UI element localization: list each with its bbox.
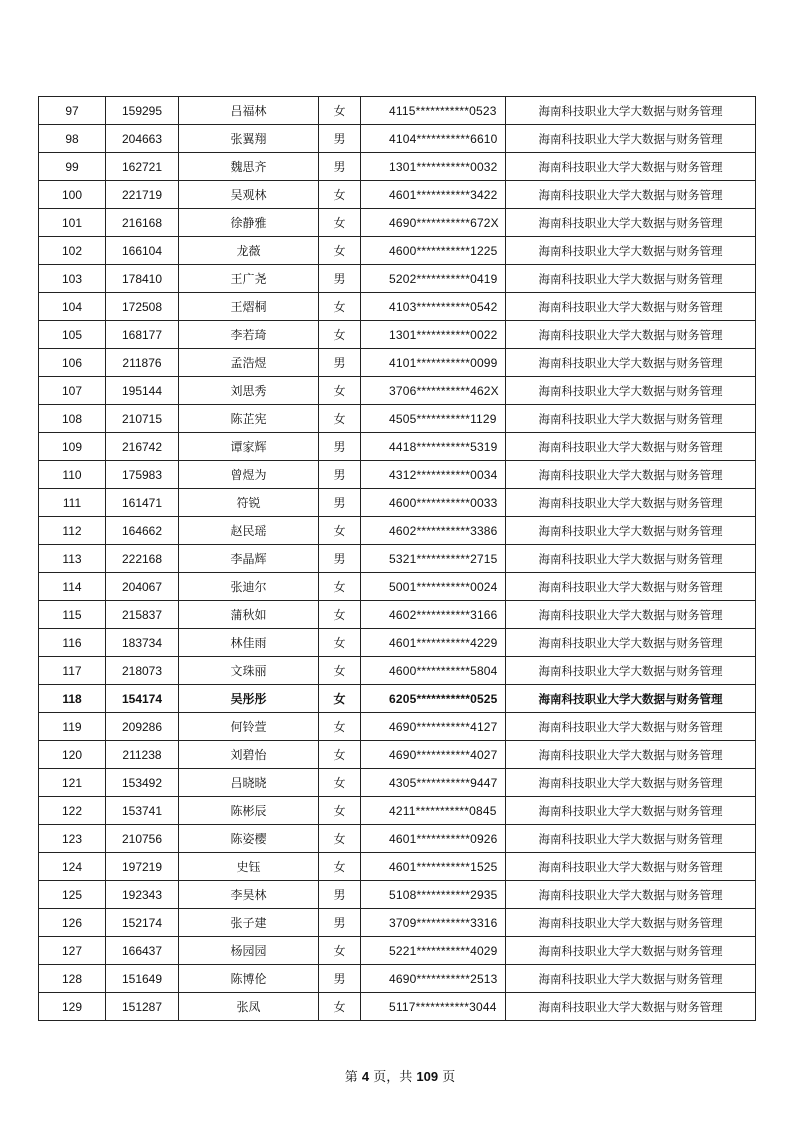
student-name-cell: 张子建 xyxy=(179,909,319,937)
table-row xyxy=(39,517,756,545)
student-name-cell: 陈博伦 xyxy=(179,965,319,993)
row-number-cell: 126 xyxy=(39,909,106,937)
row-number-cell: 108 xyxy=(39,405,106,433)
footer-page-number: 4 xyxy=(361,1069,370,1084)
id-card-cell: 4600***********1225 xyxy=(361,237,506,265)
row-number-cell: 127 xyxy=(39,937,106,965)
gender-cell: 男 xyxy=(319,965,361,993)
table-row xyxy=(39,433,756,461)
table-row xyxy=(39,321,756,349)
candidate-id-cell: 215837 xyxy=(106,601,179,629)
id-card-cell: 4601***********0926 xyxy=(361,825,506,853)
gender-cell: 女 xyxy=(319,741,361,769)
candidate-id-cell: 166437 xyxy=(106,937,179,965)
student-name-cell: 陈彬辰 xyxy=(179,797,319,825)
candidate-id-cell: 154174 xyxy=(106,685,179,713)
gender-cell: 女 xyxy=(319,573,361,601)
program-cell: 海南科技职业大学大数据与财务管理 xyxy=(506,797,756,825)
id-card-cell: 4505***********1129 xyxy=(361,405,506,433)
program-cell: 海南科技职业大学大数据与财务管理 xyxy=(506,377,756,405)
program-cell: 海南科技职业大学大数据与财务管理 xyxy=(506,461,756,489)
table-row xyxy=(39,853,756,881)
row-number-cell: 103 xyxy=(39,265,106,293)
gender-cell: 男 xyxy=(319,349,361,377)
student-list-table-container xyxy=(38,96,755,1021)
table-row xyxy=(39,881,756,909)
candidate-id-cell: 164662 xyxy=(106,517,179,545)
candidate-id-cell: 161471 xyxy=(106,489,179,517)
student-name-cell: 文珠丽 xyxy=(179,657,319,685)
gender-cell: 女 xyxy=(319,797,361,825)
candidate-id-cell: 211238 xyxy=(106,741,179,769)
table-row xyxy=(39,825,756,853)
gender-cell: 女 xyxy=(319,657,361,685)
candidate-id-cell: 222168 xyxy=(106,545,179,573)
table-row xyxy=(39,181,756,209)
table-row xyxy=(39,209,756,237)
student-name-cell: 龙薇 xyxy=(179,237,319,265)
gender-cell: 男 xyxy=(319,489,361,517)
row-number-cell: 117 xyxy=(39,657,106,685)
id-card-cell: 4601***********1525 xyxy=(361,853,506,881)
table-row xyxy=(39,377,756,405)
student-name-cell: 吕福林 xyxy=(179,97,319,125)
row-number-cell: 116 xyxy=(39,629,106,657)
id-card-cell: 4211***********0845 xyxy=(361,797,506,825)
id-card-cell: 4601***********3422 xyxy=(361,181,506,209)
program-cell: 海南科技职业大学大数据与财务管理 xyxy=(506,573,756,601)
candidate-id-cell: 216168 xyxy=(106,209,179,237)
row-number-cell: 107 xyxy=(39,377,106,405)
id-card-cell: 4600***********5804 xyxy=(361,657,506,685)
gender-cell: 女 xyxy=(319,209,361,237)
id-card-cell: 6205***********0525 xyxy=(361,685,506,713)
row-number-cell: 129 xyxy=(39,993,106,1021)
candidate-id-cell: 153492 xyxy=(106,769,179,797)
program-cell: 海南科技职业大学大数据与财务管理 xyxy=(506,741,756,769)
student-name-cell: 徐静雅 xyxy=(179,209,319,237)
program-cell: 海南科技职业大学大数据与财务管理 xyxy=(506,685,756,713)
program-cell: 海南科技职业大学大数据与财务管理 xyxy=(506,321,756,349)
program-cell: 海南科技职业大学大数据与财务管理 xyxy=(506,909,756,937)
candidate-id-cell: 168177 xyxy=(106,321,179,349)
table-row xyxy=(39,489,756,517)
row-number-cell: 118 xyxy=(39,685,106,713)
row-number-cell: 115 xyxy=(39,601,106,629)
program-cell: 海南科技职业大学大数据与财务管理 xyxy=(506,629,756,657)
row-number-cell: 123 xyxy=(39,825,106,853)
program-cell: 海南科技职业大学大数据与财务管理 xyxy=(506,125,756,153)
gender-cell: 女 xyxy=(319,321,361,349)
candidate-id-cell: 210756 xyxy=(106,825,179,853)
gender-cell: 女 xyxy=(319,293,361,321)
footer-total-pages: 109 xyxy=(416,1069,439,1084)
id-card-cell: 4690***********672X xyxy=(361,209,506,237)
footer-prefix: 第 xyxy=(344,1070,358,1085)
table-row xyxy=(39,965,756,993)
gender-cell: 男 xyxy=(319,265,361,293)
student-name-cell: 李若琦 xyxy=(179,321,319,349)
table-row xyxy=(39,405,756,433)
candidate-id-cell: 197219 xyxy=(106,853,179,881)
program-cell: 海南科技职业大学大数据与财务管理 xyxy=(506,545,756,573)
program-cell: 海南科技职业大学大数据与财务管理 xyxy=(506,433,756,461)
id-card-cell: 4305***********9447 xyxy=(361,769,506,797)
row-number-cell: 124 xyxy=(39,853,106,881)
id-card-cell: 4690***********4027 xyxy=(361,741,506,769)
student-name-cell: 魏思齐 xyxy=(179,153,319,181)
table-row xyxy=(39,265,756,293)
gender-cell: 女 xyxy=(319,517,361,545)
candidate-id-cell: 162721 xyxy=(106,153,179,181)
id-card-cell: 4690***********2513 xyxy=(361,965,506,993)
candidate-id-cell: 152174 xyxy=(106,909,179,937)
candidate-id-cell: 151649 xyxy=(106,965,179,993)
program-cell: 海南科技职业大学大数据与财务管理 xyxy=(506,825,756,853)
student-name-cell: 杨园园 xyxy=(179,937,319,965)
row-number-cell: 105 xyxy=(39,321,106,349)
gender-cell: 女 xyxy=(319,993,361,1021)
gender-cell: 男 xyxy=(319,153,361,181)
gender-cell: 女 xyxy=(319,629,361,657)
student-name-cell: 吕晓晓 xyxy=(179,769,319,797)
student-name-cell: 李晶辉 xyxy=(179,545,319,573)
id-card-cell: 1301***********0032 xyxy=(361,153,506,181)
table-row xyxy=(39,797,756,825)
program-cell: 海南科技职业大学大数据与财务管理 xyxy=(506,153,756,181)
row-number-cell: 106 xyxy=(39,349,106,377)
id-card-cell: 5202***********0419 xyxy=(361,265,506,293)
id-card-cell: 4418***********5319 xyxy=(361,433,506,461)
id-card-cell: 3706***********462X xyxy=(361,377,506,405)
program-cell: 海南科技职业大学大数据与财务管理 xyxy=(506,209,756,237)
row-number-cell: 125 xyxy=(39,881,106,909)
gender-cell: 女 xyxy=(319,685,361,713)
id-card-cell: 5117***********3044 xyxy=(361,993,506,1021)
row-number-cell: 99 xyxy=(39,153,106,181)
student-name-cell: 何铃萱 xyxy=(179,713,319,741)
row-number-cell: 97 xyxy=(39,97,106,125)
candidate-id-cell: 195144 xyxy=(106,377,179,405)
candidate-id-cell: 192343 xyxy=(106,881,179,909)
candidate-id-cell: 166104 xyxy=(106,237,179,265)
footer-middle: 页，共 xyxy=(373,1070,413,1085)
row-number-cell: 114 xyxy=(39,573,106,601)
gender-cell: 女 xyxy=(319,97,361,125)
gender-cell: 女 xyxy=(319,377,361,405)
candidate-id-cell: 209286 xyxy=(106,713,179,741)
row-number-cell: 100 xyxy=(39,181,106,209)
student-name-cell: 王广尧 xyxy=(179,265,319,293)
program-cell: 海南科技职业大学大数据与财务管理 xyxy=(506,965,756,993)
table-row xyxy=(39,769,756,797)
candidate-id-cell: 159295 xyxy=(106,97,179,125)
page-footer xyxy=(0,1066,800,1085)
program-cell: 海南科技职业大学大数据与财务管理 xyxy=(506,349,756,377)
table-row xyxy=(39,657,756,685)
program-cell: 海南科技职业大学大数据与财务管理 xyxy=(506,993,756,1021)
id-card-cell: 4312***********0034 xyxy=(361,461,506,489)
id-card-cell: 4600***********0033 xyxy=(361,489,506,517)
table-row xyxy=(39,685,756,713)
id-card-cell: 4690***********4127 xyxy=(361,713,506,741)
program-cell: 海南科技职业大学大数据与财务管理 xyxy=(506,293,756,321)
gender-cell: 女 xyxy=(319,853,361,881)
gender-cell: 男 xyxy=(319,909,361,937)
table-row xyxy=(39,237,756,265)
row-number-cell: 111 xyxy=(39,489,106,517)
student-name-cell: 陈姿樱 xyxy=(179,825,319,853)
id-card-cell: 4115***********0523 xyxy=(361,97,506,125)
id-card-cell: 5221***********4029 xyxy=(361,937,506,965)
footer-suffix: 页 xyxy=(442,1070,456,1085)
id-card-cell: 1301***********0022 xyxy=(361,321,506,349)
program-cell: 海南科技职业大学大数据与财务管理 xyxy=(506,881,756,909)
student-name-cell: 陈芷宪 xyxy=(179,405,319,433)
candidate-id-cell: 210715 xyxy=(106,405,179,433)
student-name-cell: 林佳雨 xyxy=(179,629,319,657)
student-name-cell: 吴观林 xyxy=(179,181,319,209)
student-list-table xyxy=(38,96,756,1021)
row-number-cell: 104 xyxy=(39,293,106,321)
student-name-cell: 吴彤彤 xyxy=(179,685,319,713)
row-number-cell: 120 xyxy=(39,741,106,769)
row-number-cell: 109 xyxy=(39,433,106,461)
id-card-cell: 4601***********4229 xyxy=(361,629,506,657)
program-cell: 海南科技职业大学大数据与财务管理 xyxy=(506,601,756,629)
id-card-cell: 5001***********0024 xyxy=(361,573,506,601)
table-row xyxy=(39,125,756,153)
student-name-cell: 蒲秋如 xyxy=(179,601,319,629)
id-card-cell: 5321***********2715 xyxy=(361,545,506,573)
candidate-id-cell: 178410 xyxy=(106,265,179,293)
row-number-cell: 110 xyxy=(39,461,106,489)
gender-cell: 男 xyxy=(319,461,361,489)
id-card-cell: 4101***********0099 xyxy=(361,349,506,377)
table-row xyxy=(39,937,756,965)
program-cell: 海南科技职业大学大数据与财务管理 xyxy=(506,489,756,517)
row-number-cell: 119 xyxy=(39,713,106,741)
candidate-id-cell: 183734 xyxy=(106,629,179,657)
gender-cell: 女 xyxy=(319,713,361,741)
table-row xyxy=(39,713,756,741)
id-card-cell: 3709***********3316 xyxy=(361,909,506,937)
table-row xyxy=(39,573,756,601)
row-number-cell: 98 xyxy=(39,125,106,153)
row-number-cell: 128 xyxy=(39,965,106,993)
row-number-cell: 112 xyxy=(39,517,106,545)
program-cell: 海南科技职业大学大数据与财务管理 xyxy=(506,97,756,125)
candidate-id-cell: 153741 xyxy=(106,797,179,825)
table-row xyxy=(39,629,756,657)
table-row xyxy=(39,545,756,573)
program-cell: 海南科技职业大学大数据与财务管理 xyxy=(506,713,756,741)
gender-cell: 男 xyxy=(319,545,361,573)
table-row xyxy=(39,97,756,125)
candidate-id-cell: 216742 xyxy=(106,433,179,461)
gender-cell: 女 xyxy=(319,937,361,965)
gender-cell: 男 xyxy=(319,433,361,461)
program-cell: 海南科技职业大学大数据与财务管理 xyxy=(506,405,756,433)
program-cell: 海南科技职业大学大数据与财务管理 xyxy=(506,265,756,293)
table-body xyxy=(39,97,756,1021)
gender-cell: 女 xyxy=(319,769,361,797)
program-cell: 海南科技职业大学大数据与财务管理 xyxy=(506,181,756,209)
candidate-id-cell: 221719 xyxy=(106,181,179,209)
candidate-id-cell: 218073 xyxy=(106,657,179,685)
student-name-cell: 王熠桐 xyxy=(179,293,319,321)
candidate-id-cell: 204663 xyxy=(106,125,179,153)
gender-cell: 女 xyxy=(319,405,361,433)
table-row xyxy=(39,741,756,769)
gender-cell: 男 xyxy=(319,881,361,909)
student-name-cell: 曾煜为 xyxy=(179,461,319,489)
id-card-cell: 4103***********0542 xyxy=(361,293,506,321)
candidate-id-cell: 175983 xyxy=(106,461,179,489)
gender-cell: 女 xyxy=(319,825,361,853)
row-number-cell: 122 xyxy=(39,797,106,825)
table-row xyxy=(39,461,756,489)
program-cell: 海南科技职业大学大数据与财务管理 xyxy=(506,937,756,965)
row-number-cell: 113 xyxy=(39,545,106,573)
student-name-cell: 史钰 xyxy=(179,853,319,881)
id-card-cell: 4602***********3166 xyxy=(361,601,506,629)
student-name-cell: 刘碧怡 xyxy=(179,741,319,769)
program-cell: 海南科技职业大学大数据与财务管理 xyxy=(506,237,756,265)
program-cell: 海南科技职业大学大数据与财务管理 xyxy=(506,853,756,881)
table-row xyxy=(39,909,756,937)
program-cell: 海南科技职业大学大数据与财务管理 xyxy=(506,657,756,685)
row-number-cell: 121 xyxy=(39,769,106,797)
gender-cell: 男 xyxy=(319,125,361,153)
student-name-cell: 张凤 xyxy=(179,993,319,1021)
gender-cell: 女 xyxy=(319,601,361,629)
id-card-cell: 5108***********2935 xyxy=(361,881,506,909)
student-name-cell: 孟浩煜 xyxy=(179,349,319,377)
student-name-cell: 赵民瑶 xyxy=(179,517,319,545)
table-row xyxy=(39,349,756,377)
student-name-cell: 符锐 xyxy=(179,489,319,517)
candidate-id-cell: 172508 xyxy=(106,293,179,321)
program-cell: 海南科技职业大学大数据与财务管理 xyxy=(506,769,756,797)
row-number-cell: 102 xyxy=(39,237,106,265)
student-name-cell: 张翼翔 xyxy=(179,125,319,153)
row-number-cell: 101 xyxy=(39,209,106,237)
candidate-id-cell: 211876 xyxy=(106,349,179,377)
table-row xyxy=(39,293,756,321)
gender-cell: 女 xyxy=(319,181,361,209)
table-row xyxy=(39,993,756,1021)
student-name-cell: 谭家辉 xyxy=(179,433,319,461)
student-name-cell: 刘思秀 xyxy=(179,377,319,405)
candidate-id-cell: 204067 xyxy=(106,573,179,601)
student-name-cell: 李昊林 xyxy=(179,881,319,909)
student-name-cell: 张迪尔 xyxy=(179,573,319,601)
gender-cell: 女 xyxy=(319,237,361,265)
id-card-cell: 4602***********3386 xyxy=(361,517,506,545)
table-row xyxy=(39,601,756,629)
candidate-id-cell: 151287 xyxy=(106,993,179,1021)
program-cell: 海南科技职业大学大数据与财务管理 xyxy=(506,517,756,545)
table-row xyxy=(39,153,756,181)
id-card-cell: 4104***********6610 xyxy=(361,125,506,153)
